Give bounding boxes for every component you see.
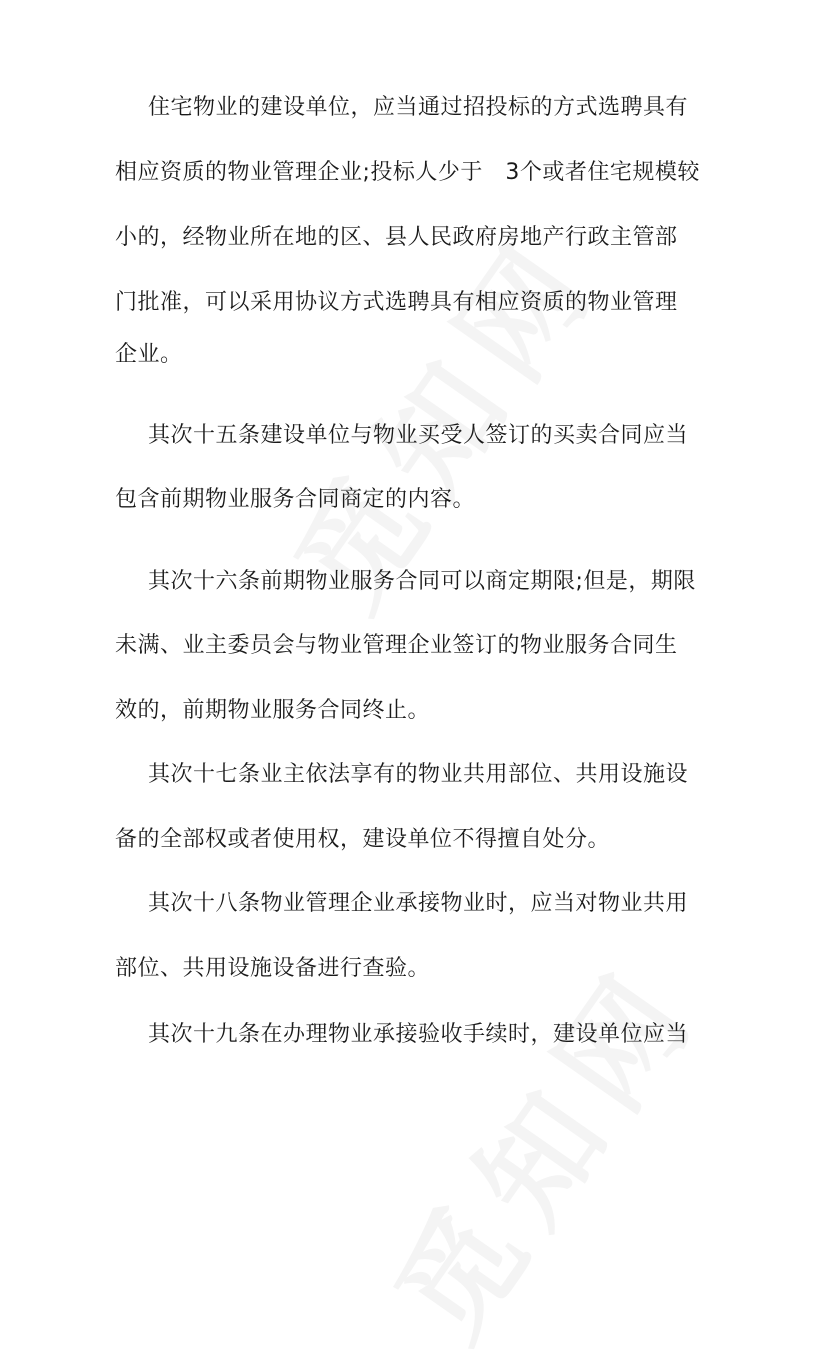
paragraph-line: 其次十六条前期物业服务合同可以商定期限;但是，期限 [148,569,696,594]
paragraph-line: 其次十九条在办理物业承接验收手续时，建设单位应当 [148,1022,689,1047]
paragraph-line: 住宅物业的建设单位，应当通过招投标的方式选聘具有 [148,95,689,120]
paragraph-line: 企业。 [115,342,183,367]
paragraph-line: 其次十七条业主依法享有的物业共用部位、共用设施设 [148,762,689,787]
paragraph-line: 其次十八条物业管理企业承接物业时，应当对物业共用 [148,891,689,916]
paragraph-line: 包含前期物业服务合同商定的内容。 [115,487,476,512]
paragraph-line: 其次十五条建设单位与物业买受人签订的买卖合同应当 [148,423,689,448]
watermark [349,925,731,1367]
paragraph-line: 未满、业主委员会与物业管理企业签订的物业服务合同生 [115,633,678,658]
paragraph-line: 效的，前期物业服务合同终止。 [115,698,431,723]
paragraph-line: 门批准，可以采用协议方式选聘具有相应资质的物业管理 [115,290,678,315]
paragraph-line: 小的，经物业所在地的区、县人民政府房地产行政主管部 [115,225,678,250]
paragraph-line: 备的全部权或者使用权，建设单位不得擅自处分。 [115,827,611,852]
paragraph-line: 相应资质的物业管理企业;投标人少于 3个或者住宅规模较 [115,160,700,185]
paragraph-line: 部位、共用设施设备进行查验。 [115,956,431,981]
